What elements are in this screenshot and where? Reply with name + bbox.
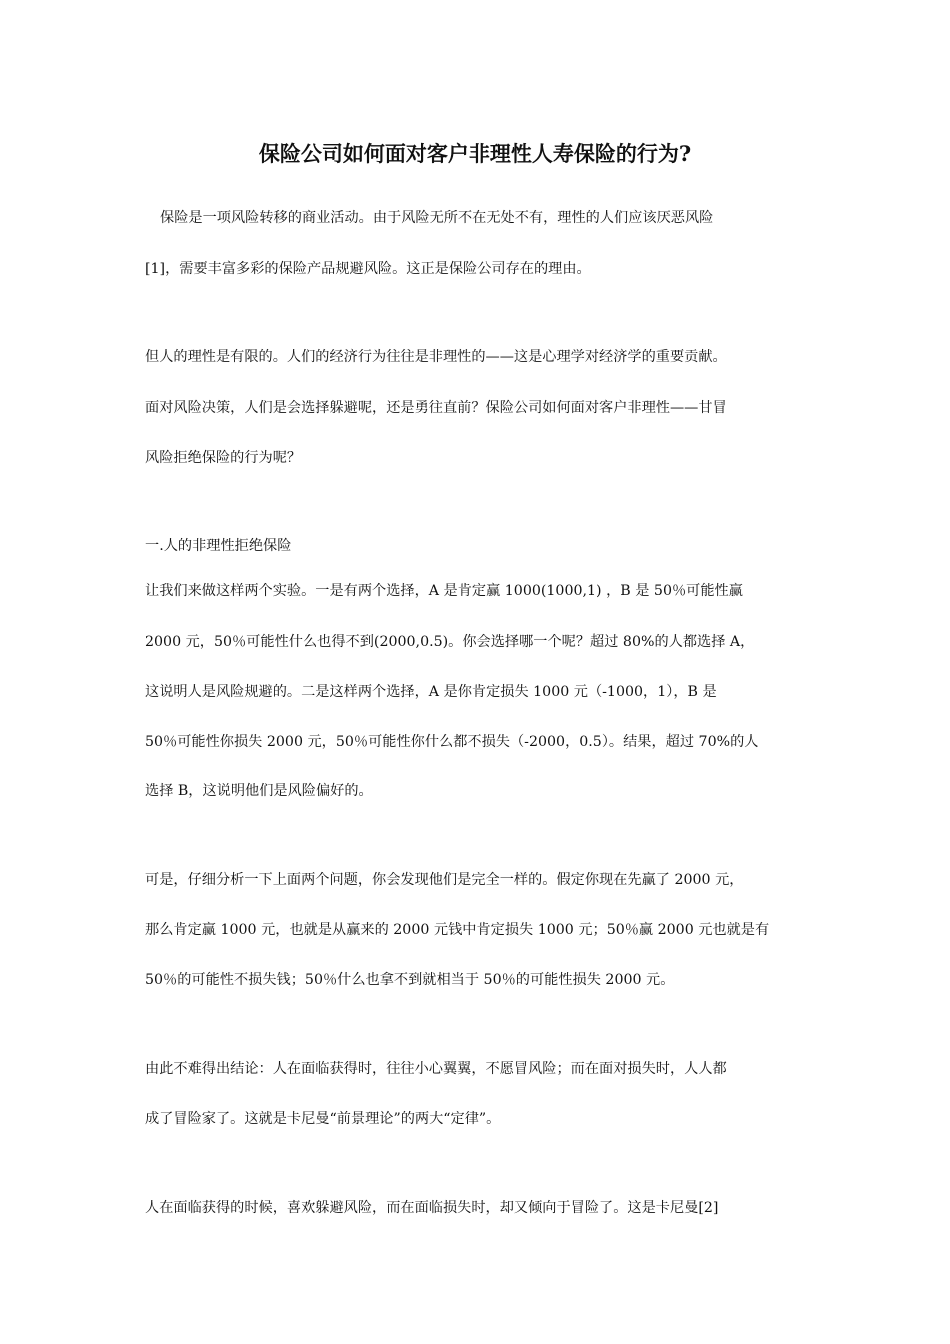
paragraph-line: 风险拒绝保险的行为呢？ (145, 450, 302, 466)
paragraph-line: 但人的理性是有限的。人们的经济行为往往是非理性的——这是心理学对经济学的重要贡献。 (145, 349, 727, 365)
section-heading: 一.人的非理性拒绝保险 (145, 538, 292, 554)
paragraph-line: 保险是一项风险转移的商业活动。由于风险无所不在无处不有，理性的人们应该厌恶风险 (160, 210, 714, 226)
paragraph-line: 由此不难得出结论：人在面临获得时，往往小心翼翼，不愿冒风险；而在面对损失时，人人都 (145, 1061, 727, 1077)
paragraph-line: 选择 B，这说明他们是风险偏好的。 (145, 783, 373, 799)
paragraph-line: 50％的可能性不损失钱；50％什么也拿不到就相当于 50％的可能性损失 2000 元。 (145, 972, 675, 988)
paragraph-line: 可是，仔细分析一下上面两个问题，你会发现他们是完全一样的。假定你现在先赢了 2000 元， (145, 872, 744, 888)
paragraph-line: 面对风险决策，人们是会选择躲避呢，还是勇往直前？保险公司如何面对客户非理性——甘冒 (145, 400, 727, 416)
paragraph-line: 让我们来做这样两个实验。一是有两个选择，A 是肯定赢 1000(1000,1) ，B 是 50％可能性赢 (145, 583, 743, 599)
paragraph-line: 成了冒险家了。这就是卡尼曼“前景理论”的两大“定律”。 (145, 1111, 501, 1127)
paragraph-line: 那么肯定赢 1000 元，也就是从赢来的 2000 元钱中肯定损失 1000 元；50％赢 2000 元也就是有 (145, 922, 770, 938)
document-title: 保险公司如何面对客户非理性人寿保险的行为? (258, 141, 692, 166)
paragraph-line: 人在面临获得的时候，喜欢躲避风险，而在面临损失时，却又倾向于冒险了。这是卡尼曼[2] (145, 1200, 719, 1216)
paragraph-line: 2000 元，50％可能性什么也得不到(2000,0.5)。你会选择哪一个呢？超过 80%的人都选择 A， (145, 634, 755, 650)
paragraph-line: 这说明人是风险规避的。二是这样两个选择，A 是你肯定损失 1000 元（-1000，1），B 是 (145, 684, 717, 700)
paragraph-line: [1]，需要丰富多彩的保险产品规避风险。这正是保险公司存在的理由。 (145, 261, 591, 277)
paragraph-line: 50％可能性你损失 2000 元，50％可能性你什么都不损失（-2000，0.5）。结果，超过 70%的人 (145, 734, 759, 750)
